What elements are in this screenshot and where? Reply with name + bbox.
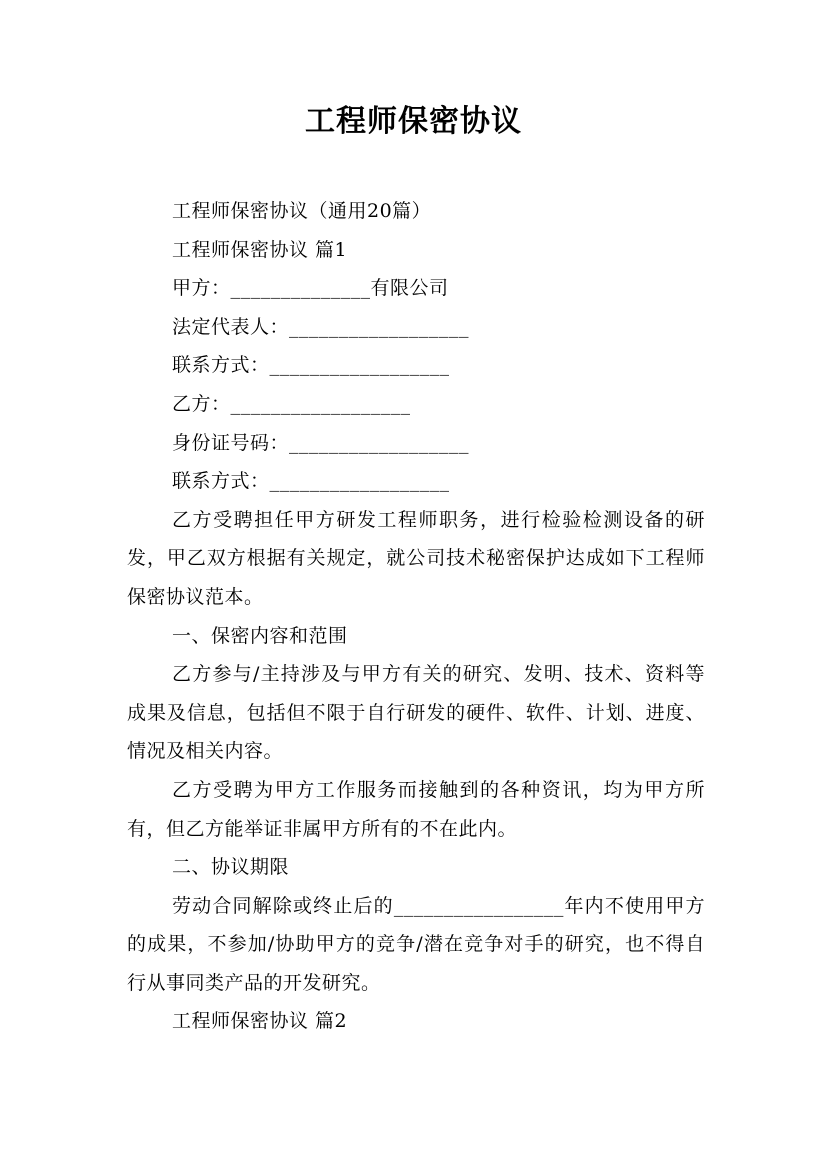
- paragraph-scope: 乙方参与/主持涉及与甲方有关的研究、发明、技术、资料等成果及信息，包括但不限于自行研发的硬件、软件、计划、进度、情况及相关内容。: [127, 663, 705, 763]
- document-title: 工程师保密协议: [305, 104, 522, 139]
- section-heading-1: 工程师保密协议 篇1: [172, 238, 348, 261]
- document-body: [127, 192, 705, 1041]
- id-number-line: 身份证号码：__________________: [172, 431, 470, 454]
- heading-scope: 一、保密内容和范围: [172, 624, 348, 647]
- party-a-line: 甲方：______________有限公司: [172, 277, 449, 300]
- heading-term: 二、协议期限: [172, 856, 290, 879]
- paragraph-intro: 乙方受聘担任甲方研发工程师职务，进行检验检测设备的研发，甲乙双方根据有关规定，就公司技术秘密保护达成如下工程师保密协议范本。: [127, 508, 705, 608]
- paragraph-term: 劳动合同解除或终止后的_________________年内不使用甲方的成果，不参加/协助甲方的竞争/潜在竞争对手的研究，也不得自行从事同类产品的开发研究。: [127, 894, 705, 994]
- party-b-line: 乙方：__________________: [172, 392, 411, 415]
- contact-b-line: 联系方式：__________________: [172, 470, 450, 493]
- paragraph-ownership: 乙方受聘为甲方工作服务而接触到的各种资讯，均为甲方所有，但乙方能举证非属甲方所有的不在此内。: [127, 778, 705, 840]
- subtitle-line: 工程师保密协议（通用20篇）: [172, 200, 432, 222]
- legal-representative-line: 法定代表人：__________________: [172, 315, 470, 338]
- section-heading-2: 工程师保密协议 篇2: [172, 1010, 348, 1033]
- contact-a-line: 联系方式：__________________: [172, 354, 450, 377]
